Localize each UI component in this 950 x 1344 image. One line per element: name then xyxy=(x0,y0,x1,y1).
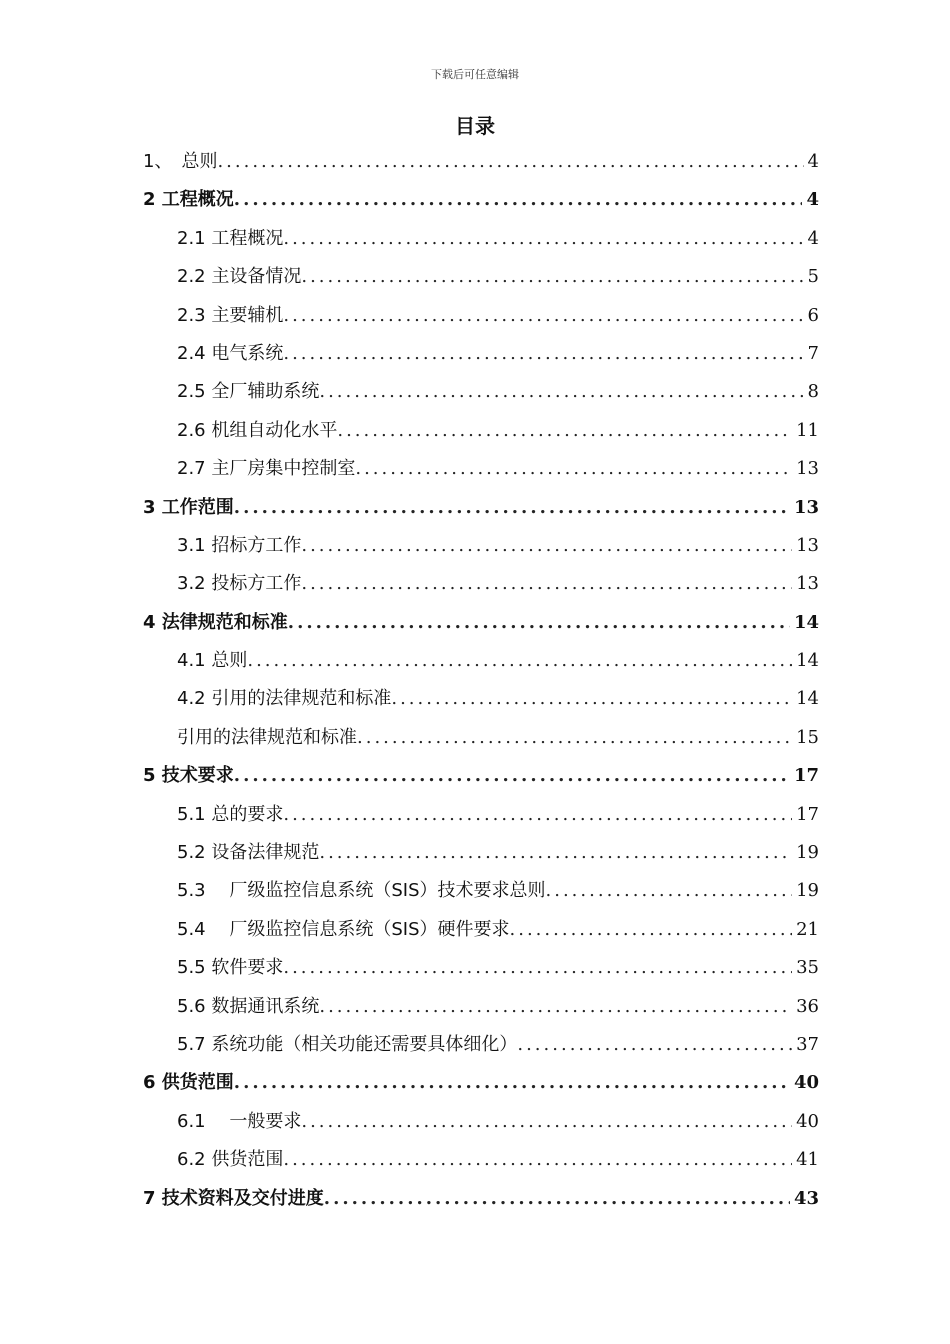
toc-entry-label: 1、 总则 xyxy=(143,151,218,172)
toc-entry-page-number: 4 xyxy=(806,189,819,211)
toc-entry-label: 3 工作范围 xyxy=(143,496,234,518)
toc-leader-dots xyxy=(324,1180,790,1218)
toc-entry-label: 5.2 设备法律规范 xyxy=(177,842,320,864)
toc-entry[interactable] xyxy=(143,220,819,258)
toc-entry-label: 5.1 总的要求 xyxy=(177,803,284,825)
toc-leader-dots xyxy=(283,297,803,335)
toc-entry-page-number: 14 xyxy=(796,650,819,672)
toc-leader-dots xyxy=(337,412,792,450)
toc-leader-dots xyxy=(234,757,790,795)
toc-entry[interactable] xyxy=(143,834,819,872)
toc-leader-dots xyxy=(234,181,803,219)
toc-entry-label: 2.4 电气系统 xyxy=(177,342,284,364)
toc-entry-label: 2.1 工程概况 xyxy=(177,227,284,249)
toc-entry-label: 2 工程概况 xyxy=(143,189,234,211)
toc-entry-page-number: 19 xyxy=(796,842,819,864)
toc-entry[interactable] xyxy=(143,1141,819,1179)
toc-entry[interactable] xyxy=(143,757,819,795)
table-of-contents xyxy=(143,143,819,1218)
toc-entry[interactable] xyxy=(143,796,819,834)
toc-entry-label: 5.6 数据通讯系统 xyxy=(177,995,320,1017)
toc-entry-label: 2.7 主厂房集中控制室 xyxy=(177,458,356,480)
toc-leader-dots xyxy=(283,1141,792,1179)
toc-entry-label: 6 供货范围 xyxy=(143,1072,234,1094)
toc-leader-dots xyxy=(234,1064,790,1102)
toc-entry[interactable] xyxy=(143,911,819,949)
toc-entry-page-number: 14 xyxy=(793,611,819,633)
toc-leader-dots xyxy=(283,335,803,373)
toc-entry-label: 5.7 系统功能（相关功能还需要具体细化） xyxy=(177,1033,518,1055)
toc-entry-page-number: 13 xyxy=(796,573,819,595)
toc-leader-dots xyxy=(546,872,793,910)
toc-entry[interactable] xyxy=(143,450,819,488)
toc-entry-page-number: 13 xyxy=(796,458,819,480)
toc-entry[interactable] xyxy=(143,680,819,718)
toc-entry[interactable] xyxy=(143,949,819,987)
toc-entry[interactable] xyxy=(143,872,819,910)
toc-entry[interactable] xyxy=(143,373,819,411)
toc-entry-label: 6.2 供货范围 xyxy=(177,1149,284,1171)
toc-entry[interactable] xyxy=(143,297,819,335)
toc-entry-page-number: 5 xyxy=(807,266,819,288)
toc-leader-dots xyxy=(234,489,790,527)
toc-leader-dots xyxy=(283,220,803,258)
toc-leader-dots xyxy=(319,373,803,411)
toc-entry-label: 2.3 主要辅机 xyxy=(177,304,284,326)
toc-entry-page-number: 14 xyxy=(796,688,819,710)
toc-entry-label: 6.1 一般要求 xyxy=(177,1110,302,1132)
toc-entry-page-number: 6 xyxy=(807,304,819,326)
toc-entry-page-number: 15 xyxy=(796,726,819,748)
toc-leader-dots xyxy=(288,604,790,642)
toc-leader-dots xyxy=(283,796,792,834)
toc-entry-label: 5.3 厂级监控信息系统（SIS）技术要求总则 xyxy=(177,880,546,902)
toc-entry[interactable] xyxy=(143,489,819,527)
toc-entry-label: 5.5 软件要求 xyxy=(177,957,284,979)
toc-entry[interactable] xyxy=(143,1026,819,1064)
toc-leader-dots xyxy=(301,1103,792,1141)
toc-entry[interactable] xyxy=(143,335,819,373)
toc-leader-dots xyxy=(301,258,803,296)
toc-entry[interactable] xyxy=(143,181,819,219)
toc-entry[interactable] xyxy=(143,527,819,565)
toc-entry-label: 3.2 投标方工作 xyxy=(177,573,302,595)
toc-entry-label: 4.1 总则 xyxy=(177,650,248,672)
toc-entry-page-number: 8 xyxy=(807,381,819,403)
toc-leader-dots xyxy=(319,834,792,872)
toc-entry-page-number: 40 xyxy=(796,1110,819,1132)
toc-entry-page-number: 41 xyxy=(796,1149,819,1171)
toc-entry-page-number: 4 xyxy=(807,151,819,172)
toc-leader-dots xyxy=(283,949,792,987)
toc-entry-label: 2.5 全厂辅助系统 xyxy=(177,381,320,403)
toc-leader-dots xyxy=(247,642,792,680)
toc-entry-label: 引用的法律规范和标准 xyxy=(177,726,357,748)
toc-leader-dots xyxy=(357,719,792,757)
toc-entry-label: 2.2 主设备情况 xyxy=(177,266,302,288)
toc-entry-page-number: 40 xyxy=(793,1072,819,1094)
toc-leader-dots xyxy=(517,1026,792,1064)
page-title: 目录 xyxy=(455,114,495,138)
toc-entry-page-number: 7 xyxy=(807,342,819,364)
toc-entry-label: 7 技术资料及交付进度 xyxy=(143,1187,324,1209)
toc-entry-label: 5 技术要求 xyxy=(143,765,234,787)
toc-entry-page-number: 11 xyxy=(796,419,819,441)
toc-entry[interactable] xyxy=(143,143,819,181)
toc-entry[interactable] xyxy=(143,1064,819,1102)
toc-entry-page-number: 17 xyxy=(796,803,819,825)
toc-entry-label: 2.6 机组自动化水平 xyxy=(177,419,338,441)
toc-entry-page-number: 17 xyxy=(793,765,819,787)
page-header: 下载后可任意编辑 xyxy=(431,68,519,81)
toc-entry[interactable] xyxy=(143,604,819,642)
toc-entry[interactable] xyxy=(143,642,819,680)
toc-entry[interactable] xyxy=(143,565,819,603)
toc-entry-label: 4 法律规范和标准 xyxy=(143,611,288,633)
toc-leader-dots xyxy=(391,680,792,718)
toc-entry-page-number: 35 xyxy=(796,957,819,979)
toc-entry-page-number: 13 xyxy=(793,496,819,518)
toc-entry-page-number: 21 xyxy=(796,918,819,940)
toc-entry[interactable] xyxy=(143,412,819,450)
toc-entry[interactable] xyxy=(143,719,819,757)
toc-entry-page-number: 13 xyxy=(796,534,819,556)
toc-entry-label: 3.1 招标方工作 xyxy=(177,534,302,556)
toc-leader-dots xyxy=(510,911,793,949)
toc-entry[interactable] xyxy=(143,1103,819,1141)
toc-entry-page-number: 19 xyxy=(796,880,819,902)
toc-entry-page-number: 37 xyxy=(796,1033,819,1055)
toc-leader-dots xyxy=(301,565,792,603)
toc-entry-page-number: 4 xyxy=(807,227,819,249)
toc-entry-label: 5.4 厂级监控信息系统（SIS）硬件要求 xyxy=(177,918,510,940)
toc-entry-page-number: 43 xyxy=(793,1187,819,1209)
toc-entry[interactable] xyxy=(143,258,819,296)
toc-entry[interactable] xyxy=(143,988,819,1026)
toc-leader-dots xyxy=(355,450,792,488)
toc-entry-page-number: 36 xyxy=(796,995,819,1017)
toc-entry-label: 4.2 引用的法律规范和标准 xyxy=(177,688,392,710)
toc-entry[interactable] xyxy=(143,1180,819,1218)
toc-leader-dots xyxy=(319,988,792,1026)
toc-leader-dots xyxy=(217,143,803,181)
toc-leader-dots xyxy=(301,527,792,565)
